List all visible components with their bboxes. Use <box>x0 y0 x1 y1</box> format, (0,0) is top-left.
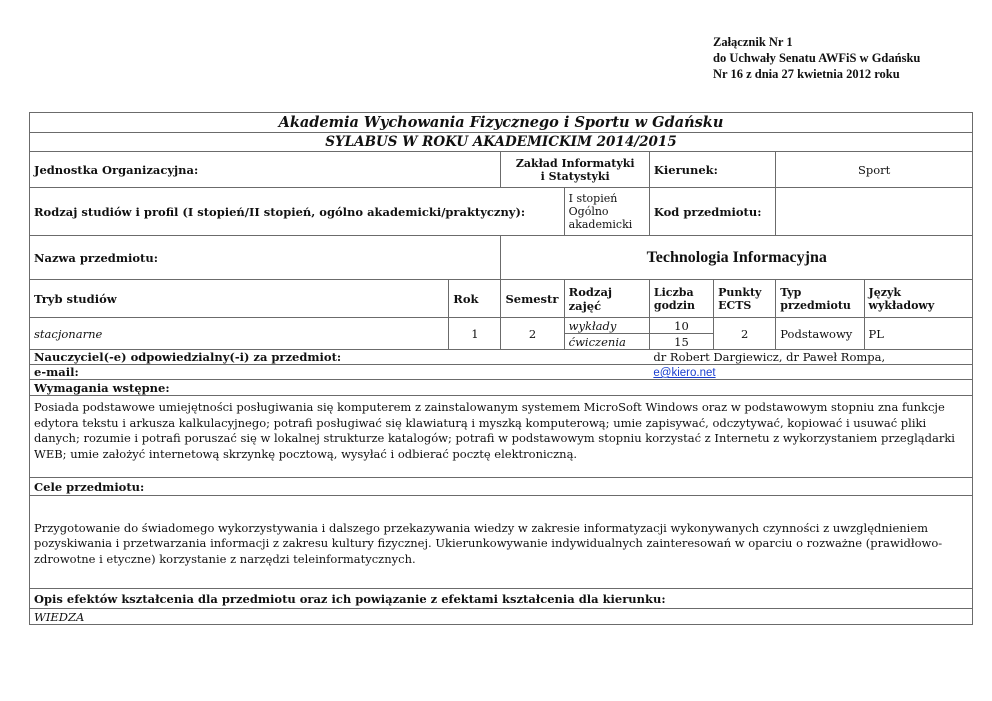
study-label: Rodzaj studiów i profil (I stopień/II stopień, ogólno akademicki/praktyczny): <box>30 188 565 236</box>
row-mode: stacjonarne <box>30 318 449 350</box>
academy-title: Akademia Wychowania Fizycznego i Sportu w Gdańsku <box>30 113 973 133</box>
study-value-line-1: I stopień <box>568 192 618 205</box>
syllabus-title: SYLABUS W ROKU AKADEMICKIM 2014/2015 <box>30 133 973 152</box>
study-value-line-3: akademicki <box>568 218 633 231</box>
subject-label: Nazwa przedmiotu: <box>30 236 501 280</box>
goals-text: Przygotowanie do świadomego wykorzystywania i dalszego przekazywania wiedzy w zakresie informatyzacji wykonywanych czynności z uwzględnieniem pozyskiwania i przetwarzania informacji z zakresu kultury fizycznej. Ukierunkowywanie indywidualnych zainteresowań w oparciu o rozważne (prawidłowo-zdrowotne i etyczne) korzystanie z narzędzi teleinformatycznych. <box>30 496 973 589</box>
goals-label: Cele przedmiotu: <box>30 478 973 496</box>
direction-label: Kierunek: <box>649 152 775 188</box>
annex-note <box>713 34 920 82</box>
syllabus-table <box>29 112 973 625</box>
email-cell <box>649 365 972 380</box>
row-semester: 2 <box>501 318 564 350</box>
row-hours-1: 10 <box>649 318 713 334</box>
email-link[interactable]: e@kiero.net <box>653 367 716 379</box>
row-year: 1 <box>449 318 501 350</box>
annex-line-2: do Uchwały Senatu AWFiS w Gdańsku <box>713 51 921 65</box>
col-type-line-1: Typ <box>780 285 802 299</box>
row-ects: 2 <box>714 318 776 350</box>
annex-line-3: Nr 16 z dnia 27 kwietnia 2012 roku <box>713 67 900 81</box>
col-hours-line-2: godzin <box>653 298 696 312</box>
col-ects-line-2: ECTS <box>718 298 752 312</box>
col-ects-line-1: Punkty <box>718 285 762 299</box>
col-class-type: Rodzaj zajęć <box>564 280 649 318</box>
study-value-line-2: Ogólno <box>568 205 609 218</box>
col-semester: Semestr <box>501 280 564 318</box>
requirements-text: Posiada podstawowe umiejętności posługiwania się komputerem z zainstalowanym systemem MicroSoft Windows oraz w podstawowym stopniu zna funkcje edytora tekstu i arkusza kalkulacyjnego; potrafi posługiwać się klawiaturą i myszką komputerową; umie zapisywać, odczytywać, kopiować i usuwać pliki danych; rozumie i potrafi poruszać się w lokalnej strukturze katalogów; potrafi w podstawowym stopniu korzystać z Internetu z wykorzystaniem przeglądarki WEB; umie założyć internetową skrzynkę pocztową, wysyłać i odbierać pocztę elektroniczną. <box>30 396 973 478</box>
unit-value-line-1: Zakład Informatyki <box>515 156 635 170</box>
row-class-2: ćwiczenia <box>564 334 649 350</box>
col-lang-line-2: wykładowy <box>868 298 935 312</box>
row-lang: PL <box>864 318 972 350</box>
col-hours <box>649 280 713 318</box>
col-type <box>776 280 864 318</box>
col-lang-line-1: Język <box>868 285 901 299</box>
annex-line-1: Załącznik Nr 1 <box>713 35 793 49</box>
row-class-1: wykłady <box>564 318 649 334</box>
requirements-label: Wymagania wstępne: <box>30 380 973 396</box>
outcomes-section-knowledge: WIEDZA <box>30 609 973 625</box>
unit-value-line-2: i Statystyki <box>540 169 610 183</box>
outcomes-label: Opis efektów kształcenia dla przedmiotu oraz ich powiązanie z efektami kształcenia dla kierunku: <box>30 589 973 609</box>
col-mode: Tryb studiów <box>30 280 449 318</box>
row-type: Podstawowy <box>776 318 864 350</box>
unit-value <box>501 152 649 188</box>
teachers-label: Nauczyciel(-e) odpowiedzialny(-i) za przedmiot: <box>30 350 650 365</box>
study-value <box>564 188 649 236</box>
code-value <box>776 188 973 236</box>
teachers-value: dr Robert Dargiewicz, dr Paweł Rompa, <box>649 350 972 365</box>
col-hours-line-1: Liczba <box>653 285 694 299</box>
email-label: e-mail: <box>30 365 650 380</box>
direction-value: Sport <box>776 152 973 188</box>
subject-value: Technologia Informacyjna <box>501 236 973 280</box>
col-ects <box>714 280 776 318</box>
col-lang <box>864 280 972 318</box>
col-year: Rok <box>449 280 501 318</box>
unit-label: Jednostka Organizacyjna: <box>30 152 501 188</box>
col-type-line-2: przedmiotu <box>780 298 851 312</box>
code-label: Kod przedmiotu: <box>649 188 775 236</box>
row-hours-2: 15 <box>649 334 713 350</box>
